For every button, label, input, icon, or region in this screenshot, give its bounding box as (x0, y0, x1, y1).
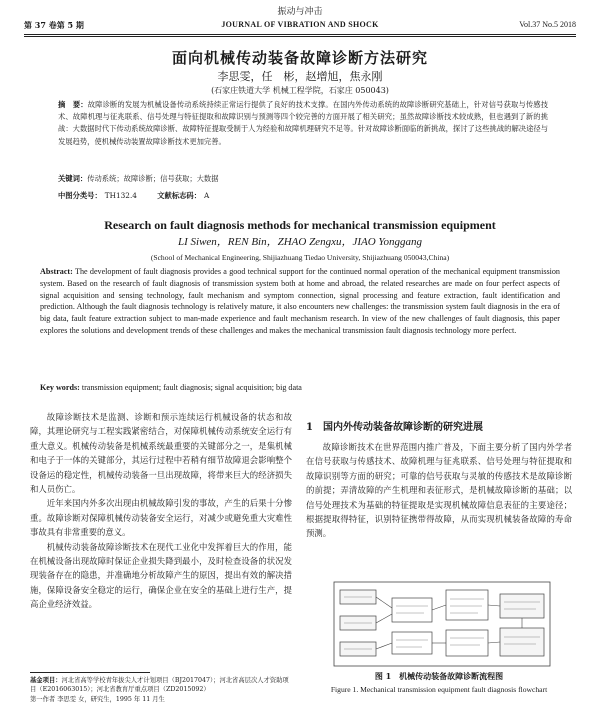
keywords-en (40, 383, 560, 392)
body-paragraph: 近年来国内外多次出现由机械故障引发的事故，产生的后果十分惨重。故障诊断对保障机械传动装备安全运行，对减少或避免重大灾难性事故具有非常重要的意义。 (30, 498, 292, 538)
body-paragraph: 故障诊断技术是监测、诊断和预示连续运行机械设备的状态和故障，其理论研究与工程实践紧密结合，对保障机械传动系统安全运行有重大意义。机械传动装备是机械系统最重要的关键部分之一，是集机械和电子于一体的关键部分，其运行过程中若稍有细节故障退会影响整个设备运的稳定性，机械传动装备一旦出现故障，将带来巨大的经济损失和人员伤亡。 (30, 412, 292, 495)
funding-label: 基金项目： (30, 677, 62, 684)
volume-issue-en: Vol.37 No.5 2018 (519, 20, 576, 29)
doc-code-label: 文献标志码： (157, 191, 202, 200)
funding-text: 河北省高等学校青年拔尖人才计划项目（BJ2017047）；河北省高层次人才资助项目（E2016063015）；河北省教育厅重点项目（ZD2015092） (30, 677, 289, 694)
paper-title-cn: 面向机械传动装备故障诊断方法研究 (171, 49, 428, 67)
paper-title-en: Research on fault diagnosis methods for mechanical transmission equipment (104, 218, 496, 232)
keywords-cn-label: 关键词： (58, 174, 88, 183)
flowchart-node (446, 590, 488, 620)
section-heading: 1 国内外传动装备故障诊断的研究进展 (306, 422, 483, 433)
flowchart-node (392, 598, 432, 622)
abstract-en-text: The development of fault diagnosis provides a good technical support for the continued normal operation of the mechanical equipment transmission system. Based on the research of fault diagnosis of transmission system both at home and abroad, the related researches are made on four perfect aspects of signal acquisition and sensing technology, fault mechanism and symptom connection, signal processing and feature extraction, fault identification and prediction. Although the fault diagnosis technology is relatively mature, it also encounters new challenges: the transmission system fault diagnosis in the era of big data, fault feature extraction subject to man-made experience and fault mechanism research. In view of the new challenges of fault diagnosis, this paper explores the solutions and development trends of these challenges and makes the mechanical transmission fault diagnosis technology more perfect. (40, 267, 560, 335)
first-author-info: 第一作者 李思雯 女，研究生，1995 年 11 月生 (30, 695, 165, 703)
volume-issue-cn: 第 37 卷第 5 期 (24, 20, 84, 30)
abstract-cn (58, 99, 548, 159)
journal-name-cn: 振动与冲击 (277, 7, 323, 17)
doc-code-value: A (204, 191, 210, 200)
journal-name-en: JOURNAL OF VIBRATION AND SHOCK (221, 20, 379, 29)
abstract-cn-text: 故障诊断的发展为机械设备传动系统持续正常运行提供了良好的技术支撑。在国内外传动系统的故障诊断研究基础上，针对信号获取与传感技术、故障机理与征兆联系、信号处理与特征提取和故障识别与预测等四个较完善的方面开展了相关研究；虽然故障诊断技术较成熟，但也遇到了新的挑战：大数据时代下传动系统故障诊断、故障特征提取受制于人为经验和故障机理研究不足等。针对故障诊断面临的新挑战，探讨了这些挑战的解决途径与发展趋势，使机械传动装置故障诊断技术更加完善。 (58, 100, 548, 146)
figure-caption-cn: 图 1 机械传动装备故障诊断流程图 (374, 671, 504, 681)
authors-cn: 李思雯，任 彬，赵增旭，焦永刚 (217, 70, 383, 83)
body-column-right (306, 440, 572, 570)
clc-value: TH132.4 (104, 191, 137, 200)
keywords-cn-text: 传动系统；故障诊断；信号获取；大数据 (87, 174, 219, 183)
clc-label: 中图分类号： (58, 191, 102, 200)
classification-info (58, 191, 548, 201)
header-rule-bottom (24, 36, 576, 37)
authors-en: LI Siwen，REN Bin，ZHAO Zengxu，JIAO Yonggang (177, 236, 423, 248)
affiliation-cn: (石家庄铁道大学 机械工程学院，石家庄 050043) (211, 86, 389, 95)
body-column-left (30, 410, 292, 666)
flowchart-node (500, 594, 544, 618)
flowchart-node (500, 628, 544, 656)
header-rule-top (24, 34, 576, 35)
body-paragraph: 机械传动装备故障诊断技术在现代工业化中发挥着巨大的作用，能在机械设备出现故障时保证企业损失降到最小，及时检查设备的状况发现装备存在的隐患，并准确地分析故障产生的原因，提出有效的解决措施，保障设备安全稳定的运行，确保企业在安全的基础上进行生产，提高企业经济效益。 (30, 541, 292, 610)
abstract-en-label: Abstract: (40, 267, 73, 276)
keywords-en-text: transmission equipment; fault diagnosis; signal acquisition; big data (81, 383, 302, 392)
body-paragraph: 故障诊断技术在世界范围内推广普及，下面主要分析了国内外学者在信号获取与传感技术、故障机理与征兆联系、信号处理与特征提取和故障识别等方面的研究；可靠的信号获取与灵敏的传感技术是故障诊断的前提；弄清故障的产生机理和表征形式，是机械故障诊断的基础；以信号处理技术为基础的特征提取是实现机械故障信息表征的主要途径；根据提取得特征，识别特征携带得故障，从而实现机械装备故障的寿命预测。 (306, 442, 572, 539)
abstract-cn-label: 摘 要： (58, 100, 88, 109)
affiliation-en: (School of Mechanical Engineering, Shijiazhuang Tiedao University, Shijiazhuang 050043,China) (150, 253, 450, 262)
running-header (24, 18, 576, 32)
abstract-en (40, 266, 560, 384)
footnote-rule (30, 672, 150, 673)
footnote (30, 676, 292, 704)
fault-diagnosis-flowchart (332, 580, 552, 668)
keywords-cn (58, 174, 548, 184)
flowchart-node (392, 632, 432, 654)
figure-caption-en: Figure 1. Mechanical transmission equipment fault diagnosis flowchart (330, 685, 548, 694)
keywords-en-label: Key words: (40, 383, 80, 392)
flowchart-node (446, 630, 488, 656)
